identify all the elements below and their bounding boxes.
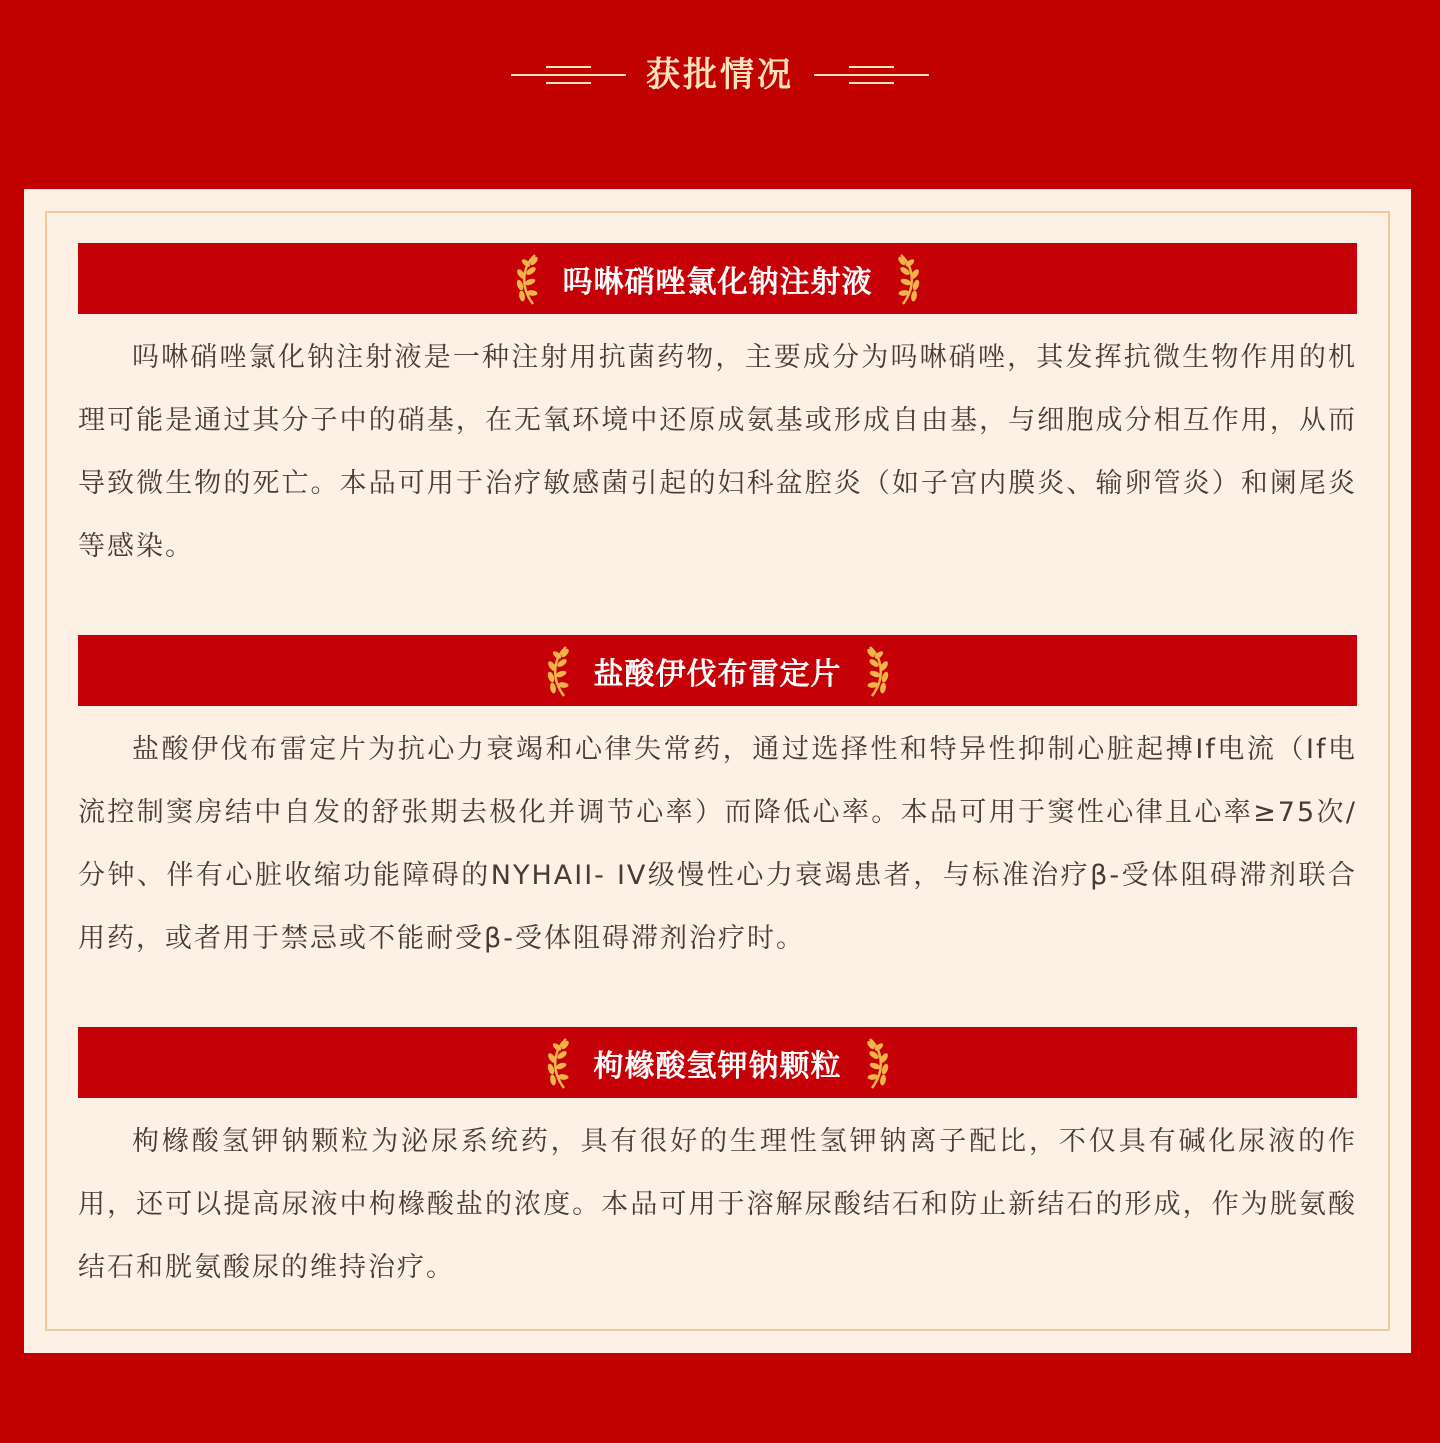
laurel-left-icon [544,1035,576,1091]
section-description: 吗啉硝唑氯化钠注射液是一种注射用抗菌药物，主要成分为吗啉硝唑，其发挥抗微生物作用的机理可能是通过其分子中的硝基，在无氧环境中还原成氨基或形成自由基，与细胞成分相互作用，从而导致微生物的死亡。本品可用于治疗敏感菌引起的妇科盆腔炎（如子宫内膜炎、输卵管炎）和阑尾炎等感染。 [78,342,1357,562]
section-title: 盐酸伊伐布雷定片 [593,656,842,692]
drug-section-morinidazole [78,243,1357,578]
section-banner [78,243,1357,314]
triple-line-ornament-right-icon [814,62,929,88]
page-header [0,0,1440,150]
header-title-row [0,50,1440,100]
page-title: 获批情况 [646,55,794,95]
laurel-left-icon [513,251,545,307]
section-title: 枸橼酸氢钾钠颗粒 [593,1048,842,1084]
section-description: 盐酸伊伐布雷定片为抗心力衰竭和心律失常药，通过选择性和特异性抑制心脏起搏If电流（If电流控制窦房结中自发的舒张期去极化并调节心率）而降低心率。本品可用于窦性心律且心率≥75次/分钟、伴有心脏收缩功能障碍的NYHAII- IV级慢性心力衰竭患者，与标准治疗β-受体阻碍滞剂联合用药，或者用于禁忌或不能耐受β-受体阻碍滞剂治疗时。 [78,734,1357,954]
laurel-right-icon [860,1035,892,1091]
drug-section-potassium-sodium-hydrogen-citrate [78,1027,1357,1299]
section-banner [78,635,1357,706]
triple-line-ornament-left-icon [511,62,626,88]
laurel-right-icon [891,251,923,307]
section-description: 枸橼酸氢钾钠颗粒为泌尿系统药，具有很好的生理性氢钾钠离子配比，不仅具有碱化尿液的作用，还可以提高尿液中枸橼酸盐的浓度。本品可用于溶解尿酸结石和防止新结石的形成，作为胱氨酸结石和胱氨酸尿的维持治疗。 [78,1126,1357,1283]
drug-section-ivabradine [78,635,1357,970]
laurel-right-icon [860,643,892,699]
section-title: 吗啉硝唑氯化钠注射液 [562,264,873,300]
content-card [24,189,1411,1353]
laurel-left-icon [544,643,576,699]
section-banner [78,1027,1357,1098]
